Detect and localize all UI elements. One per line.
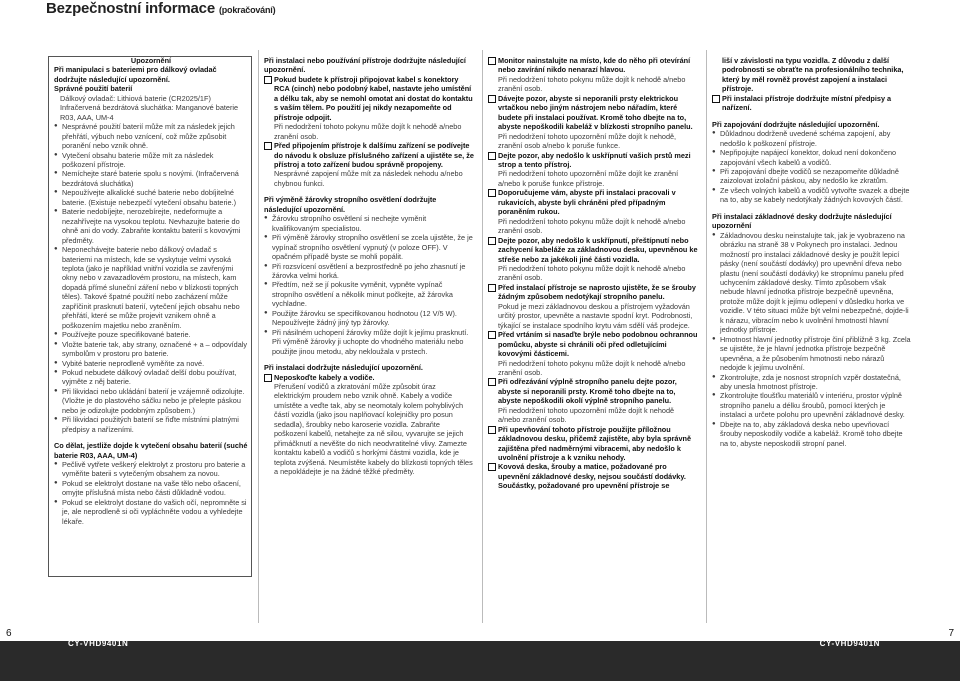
leak-heading: Co dělat, jestliže dojde k vytečení obsahu baterií (suché baterie R03, AAA, UM-4) xyxy=(54,441,248,460)
column-4 xyxy=(712,56,912,448)
column-divider xyxy=(706,50,707,623)
list-item: ● Dbejte na to, aby základová deska nebo upevňovací šrouby neposkodily vodiče a kabeláž. Kromě toho dbejte na to, abyste neposkodili stropní panel. xyxy=(712,420,912,448)
caution-note: Při nedodržení tohoto pokynu může dojít k nehodě a/nebo zranění osob. xyxy=(498,74,686,94)
list-item: ● Žárovku stropního osvětlení si nechejte vyměnit kvalifikovaným specialistou. xyxy=(264,214,474,233)
column-2 xyxy=(264,56,474,476)
caution-note: Při nedodržení tohoto upozornění může dojít k nehodě, zranění osob a/nebo k poruše funkce. xyxy=(498,131,677,151)
caution-item: Dejte pozor, aby nedošlo k uskřípnutí vašich prstů mezi strop a tento přístroj. xyxy=(488,151,698,170)
continued-text: liší v závislosti na typu vozidla. Z důvodu z další podrobnosti se obraťte na profesionálního technika, který by měl rovněž provést zapojení a instalaci přístroje. xyxy=(722,56,904,94)
caution-item: Při odřezávání výplně stropního panelu dejte pozor, abyste si neporanili prsty. Kromě toho dbejte na to, abyste nepoškodili okolí výplně stropního panelu. xyxy=(488,377,698,405)
list-item: ● Baterie nedobíjejte, nerozebírejte, nedeformujte a nezahřívejte na vysokou teplotu. Nevhazujte baterie do ohně ani do vody. Zabraňte kontaktu baterií s kovovými předměty. xyxy=(54,207,248,245)
list-item: ● Nepoužívejte alkalické suché baterie nebo dobíjitelné baterie. (Existuje nebezpečí vytečení obsahu baterie.) xyxy=(54,188,248,207)
list-item: ● Základnovou desku neinstalujte tak, jak je vyobrazeno na obrázku na straně 38 v Pokynech pro instalaci. Jednou možností pro instalaci základnové desky je použít lepicí pásky (není součástí dodávky) pro upevnění dřeva nebo plastu (není součástí dodávky) ke stropnímu panelu před uchycením základové desky. Tímto způsobem však nebude hlavní jednotka přístroje bezpečně upevněna, protože může dojít k jejímu odlepení v důsledku horka ve vozidle. V této situaci může být velmi nebezpečné, dojde-li k nárazu, vibracím nebo k uvolnění hmotností hlavní jednotky přístroje. xyxy=(712,231,912,335)
list-item: ● Nepřipojujte napájecí konektor, dokud není dokončeno zapojování všech kabelů a vodičů. xyxy=(712,148,912,167)
wiring-heading: Při zapojování dodržujte následující upozornění. xyxy=(712,119,880,129)
list-item: ● Vložte baterie tak, aby strany, označené + a – odpovídaly symbolům v prostoru pro baterie. xyxy=(54,340,248,359)
column-divider xyxy=(258,50,259,623)
caution-item: Pokud budete k přístroji připojovat kabel s konektory RCA (cinch) nebo podobný kabel, nastavte jeho umístění a délku tak, aby se nemohl omotat ani dostat do kontaktu s vaším tělem. Po použití jej nikdy nezapomeňte od přístroje odpojit. xyxy=(264,75,474,122)
model-label-left: CY-VHD9401N xyxy=(68,639,129,648)
correct-use-heading: Správné použití baterií xyxy=(54,84,133,94)
list-item: ● Pečlivě vytřete veškerý elektrolyt z prostoru pro baterie a vyměňte baterii s vytečeným obsahem za novou. xyxy=(54,460,248,479)
list-item: ● Při likvidaci použitých baterií se řiďte místními platnými předpisy a nařízeními. xyxy=(54,415,248,434)
warning-heading: Upozornění xyxy=(130,56,172,65)
caution-item: Neposkoďte kabely a vodiče. xyxy=(264,373,474,382)
car-install-heading: Při instalaci dodržujte následující upozornění. xyxy=(264,363,423,373)
list-item: ● Neponechávejte baterie nebo dálkový ovladač s bateriemi na místech, kde se vyskytuje velmi vysoká teplota (jako je například vnitřní vozidla se zavřenými okny nebo v zavazadlovém prostoru, na místech, kam dopadá přímé sluneční záření nebo v blízkosti topných těles). Takové špatné použití nebo zacházení může zapříčinit prasknutí baterií, vytečení jejich obsahu nebo přehřátí, které se může projevit vznikem ohně a poškozením majetku nebo zraněním. xyxy=(54,245,248,330)
caution-item: Dávejte pozor, abyste si neporanili prsty elektrickou vrtačkou nebo jiným nástrojem nebo nářadím, které budete při instalaci používat. Kromě toho dbejte na to, abyste nepoškodili kabeláž v blízkosti stropního panelu. xyxy=(488,94,698,132)
caution-item: Před instalací přístroje se naprosto ujistěte, že se šrouby žádným způsobem nedotýkají stropního panelu. xyxy=(488,283,698,302)
list-item: ● Pokud nebudete dálkový ovladač delší dobu používat, vyjměte z něj baterie. xyxy=(54,368,248,387)
list-item: ● Vytečení obsahu baterie může mít za následek poškození přístroje. xyxy=(54,151,248,170)
caution-note: Při nedodržení tohoto pokynu může dojít k nehodě a/nebo zranění osob. xyxy=(498,358,686,377)
base-plate-heading: Při instalaci základnové desky dodržujte následující upozornění xyxy=(712,211,892,231)
column-divider xyxy=(482,50,483,623)
list-item: ● Zkontrolujte, zda je nosnost stropních vzpěr dostatečná, aby unesla hmotnost přístroje. xyxy=(712,373,912,392)
list-item: ● Zkontrolujte tloušťku materiálů v interiéru, prostor výplně stropního panelu a délku šroubů, pomocí kterých je instalaci a určete polohu pro upevnění základnové desky. xyxy=(712,391,912,419)
caution-item: Při upevňování tohoto přístroje použijte příložnou základnovou desku, přičemž zajistěte, aby byla správně zajištěna před nadměrnými vibracemi, aby nedošlo k uvolnění přístroje a k vzniku nehody. xyxy=(488,425,698,463)
list-item: ● Hmotnost hlavní jednotky přístroje činí přibližně 3 kg. Zcela se ujistěte, že je hlavní jednotka přístroje bezpečně upevněna, a že působením hmotnosti nebo nárazů nedojde k jejímu uvolnění. xyxy=(712,335,912,373)
caution-note: Nesprávné zapojení může mít za následek nehodu a/nebo chybnou funkci. xyxy=(274,169,463,188)
caution-note: Přerušení vodičů a zkratování může způsobit úraz elektrickým proudem nebo vznik ohně. Kabely a vodiče umístěte a veďte tak, aby se neomotaly kolem pohyblivých částí vozidla (jako jsou naplňovací kolejničky pro posun sedadla), šroubky nebo karoserie vozidla. Zabraňte poškození kabelů, netahejte za ně silou, vyvarujte se jejich přimáčknutí a nevěšte do nich neodvratitelné vlivy. Zamezte kontaktu kabelů a vodičů s horkými částmi vozidla, kde je teplota zvýšená. Neumístěte kabely do blízkosti topných těles a nepokládejte je na žádné těžké předměty. xyxy=(274,381,473,477)
caution-note: Při nedodržení tohoto pokynu může dojít k nehodě a/nebo zranění osob. xyxy=(498,263,686,283)
list-item: ● Při výměně žárovky stropního osvětlení se zcela ujistěte, že je vypínač stropního osvětlení vypnutý (v poloze OFF). V opačném případě byste se mohli popálit. xyxy=(264,233,474,261)
list-item: ● Důkladnou dodrženě uvedené schéma zapojení, aby nedošlo k poškození přístroje. xyxy=(712,129,912,148)
list-item: ● Pokud se elektrolyt dostane na vaše tělo nebo ošacení, omyjte příslušná místa nebo části důkladně vodou. xyxy=(54,479,248,498)
list-item: ● Vybité baterie neprodleně vyměňte za nové. xyxy=(54,359,248,368)
caution-item: Dejte pozor, aby nedošlo k uskřípnutí, přeštípnutí nebo zachycení kabeláže za základnovou desku, upevněnou ke střeše nebo za jakékoli jiné části vozidla. xyxy=(488,236,698,264)
list-item: ● Nesprávné použití baterií může mít za následek jejich přehřátí, výbuch nebo vznícení, což může způsobit poranění nebo vznik ohně. xyxy=(54,122,248,150)
column-3 xyxy=(488,56,698,491)
battery-intro: Při manipulaci s bateriemi pro dálkový ovladač dodržujte následující upozornění. xyxy=(54,65,217,84)
list-item: ● Použijte žárovku se specifikovanou hodnotou (12 V/5 W). Nepoužívejte žádný jiný typ žárovky. xyxy=(264,309,474,328)
list-item: ● Pokud se elektrolyt dostane do vašich očí, nepromněte si je, ale neprodleně si oči vypláchněte vodou a vyhledejte lékaře. xyxy=(54,498,248,526)
list-item: ● Nemíchejte staré baterie spolu s novými. (Infračervená bezdrátová sluchátka) xyxy=(54,169,248,188)
list-item: ● Používejte pouze specifikované baterie. xyxy=(54,330,248,339)
list-item: ● Při likvidaci nebo ukládání baterií je vzájemně odizolujte. (Vložte je do plastového sáčku nebo je přelepte páskou nebo je odizolujte podobným způsobem.) xyxy=(54,387,248,415)
page-number-left: 6 xyxy=(6,628,12,639)
caution-note: Při nedodržení tohoto upozornění může dojít ke zranění a/nebo k poruše funkce přístroje. xyxy=(498,169,679,188)
list-item: ● Při násilném uchopení žárovky může dojít k jejímu prasknutí. Při výměně žárovky ji uchopte do vhodného materiálu nebo použijte jinou metodu, aby nekloužala v prstech. xyxy=(264,328,474,356)
list-item: ● Při zapojování dbejte vodičů se nezapomeňte důkladně zaizolovat izolační páskou, aby nedošlo ke zkratům. xyxy=(712,167,912,186)
caution-note: Při nedodržení tohoto pokynu může dojít k nehodě a/nebo zranění osob. xyxy=(498,216,686,236)
install-heading: Při instalaci nebo používání přístroje dodržujte následující upozornění. xyxy=(264,56,466,75)
caution-item: Před vrtáním si nasaďte brýle nebo podobnou ochrannou pomůcku, abyste si chránili oči před odletujícími kovovými částicemi. xyxy=(488,330,698,358)
caution-continued: Součástky, požadované pro upevnění přístroje se xyxy=(498,481,670,491)
caution-item: Doporučujeme vám, abyste při instalaci pracovali v rukavicích, abyste byli chráněni před případným poraněním rukou. xyxy=(488,188,698,216)
caution-item: Kovová deska, šrouby a matice, požadované pro upevnění základnové desky, nejsou součástí dodávky. xyxy=(488,462,698,481)
list-item: ● Předtím, než se jí pokusíte vyměnit, vypněte vypínač stropního osvětlení a několik minut počkejte, až žárovka vychladne. xyxy=(264,280,474,308)
light-heading: Při výměně žárovky stropního osvětlení dodržujte následující upozornění. xyxy=(264,195,437,214)
caution-note: Pokud je mezi základnovou deskou a přístrojem vyžadován určitý prostor, upevněte a nastavte spodní kryt. Podrobnosti, týkající se instalace spodního krytu vám sdělí váš prodejce. xyxy=(498,301,693,330)
list-item: ● Při rozsvícení osvětlení a bezprostředně po jeho zhasnutí je žárovka velmi horká. xyxy=(264,262,474,281)
headphone-battery-text: Infračervená bezdrátová sluchátka: Manganové baterie R03, AAA, UM-4 xyxy=(60,103,239,122)
page-number-right: 7 xyxy=(948,628,954,639)
list-item: ● Ze všech volných kabelů a vodičů vytvořte svazek a dbejte na to, aby se kabely nedotýkaly žádných kovových částí. xyxy=(712,186,912,205)
caution-item: Monitor nainstalujte na místo, kde do něho při otevírání nebo zavírání nikdo nenarazí hlavou. xyxy=(488,56,698,75)
caution-note: Při nedodržení tohoto upozornění může dojít k nehodě a/nebo zranění osob. xyxy=(498,405,675,425)
page-subtitle: (pokračování) xyxy=(218,5,276,15)
remote-battery-text: Dálkový ovladač: Lithiová baterie (CR2025/1F) xyxy=(60,93,211,103)
page-title: Bezpečnostní informace (pokračování) xyxy=(46,0,276,17)
caution-note: Při nedodržení tohoto pokynu může dojít k nehodě a/nebo zranění osob. xyxy=(274,122,462,141)
caution-item: Při instalaci přístroje dodržujte místní předpisy a nařízení. xyxy=(712,94,912,113)
model-label-right: CY-VHD9401N xyxy=(819,639,880,648)
footer-bar xyxy=(0,641,960,681)
column-1 xyxy=(54,56,248,526)
caution-item: Před připojením přístroje k dalšímu zařízení se podívejte do návodu k obsluze příslušného zařízení a ujistěte se, že přístroj a toto zařízení budou správně propojeny. xyxy=(264,141,474,169)
